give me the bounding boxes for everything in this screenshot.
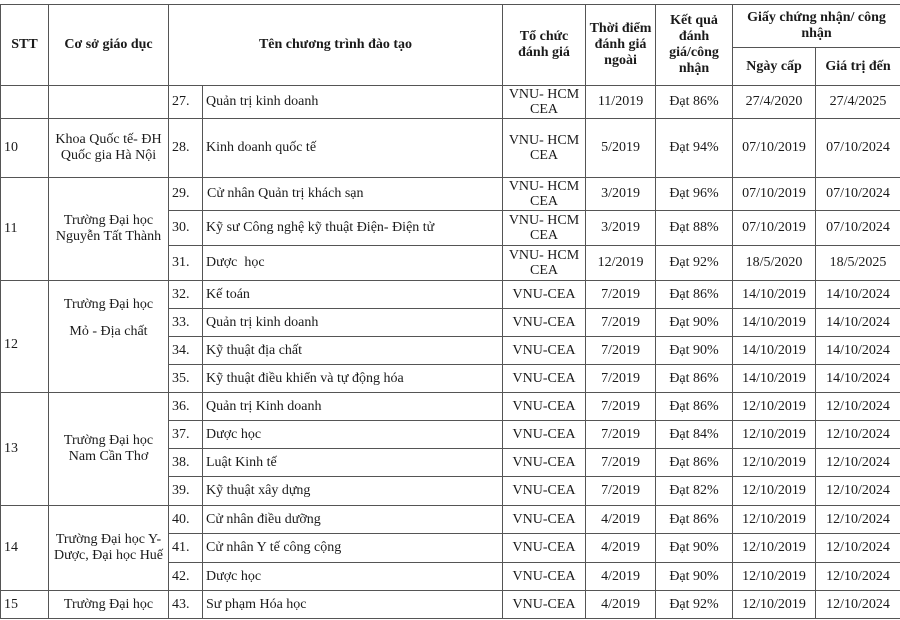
program-number: 31.: [169, 246, 203, 281]
result-cell: Đạt 86%: [656, 449, 733, 477]
result-cell: Đạt 90%: [656, 563, 733, 591]
valid-cell: 12/10/2024: [816, 449, 900, 477]
result-cell: Đạt 94%: [656, 119, 733, 178]
program-name: Cử nhân Y tế công cộng: [203, 534, 503, 563]
program-number: 41.: [169, 534, 203, 563]
program-name: Sư phạm Hóa học: [203, 591, 503, 619]
stt-cell: [1, 86, 49, 119]
time-cell: 3/2019: [586, 211, 656, 246]
valid-cell: 07/10/2024: [816, 178, 900, 211]
program-number: 43.: [169, 591, 203, 619]
issued-cell: 07/10/2019: [733, 211, 816, 246]
valid-cell: 07/10/2024: [816, 211, 900, 246]
table-row: [1, 86, 900, 119]
issued-cell: 12/10/2019: [733, 393, 816, 421]
org-cell: VNU- HCM CEA: [503, 119, 586, 178]
issued-cell: 14/10/2019: [733, 365, 816, 393]
result-cell: Đạt 84%: [656, 421, 733, 449]
time-cell: 7/2019: [586, 421, 656, 449]
time-cell: 3/2019: [586, 178, 656, 211]
valid-cell: 18/5/2025: [816, 246, 900, 281]
result-cell: Đạt 82%: [656, 477, 733, 506]
table-row: [1, 178, 900, 211]
org-cell: VNU-CEA: [503, 534, 586, 563]
accreditation-table: [0, 4, 900, 619]
header-institution: Cơ sở giáo dục: [49, 5, 169, 86]
issued-cell: 12/10/2019: [733, 591, 816, 619]
program-number: 35.: [169, 365, 203, 393]
program-number: 30.: [169, 211, 203, 246]
result-cell: Đạt 86%: [656, 393, 733, 421]
time-cell: 4/2019: [586, 591, 656, 619]
program-name: Quản trị Kinh doanh: [203, 393, 503, 421]
valid-cell: 12/10/2024: [816, 591, 900, 619]
institution-cell: Trường Đại học Y-Dược, Đại học Huế: [49, 506, 169, 591]
time-cell: 7/2019: [586, 393, 656, 421]
time-cell: 4/2019: [586, 534, 656, 563]
program-number: 42.: [169, 563, 203, 591]
header-org: Tổ chức đánh giá: [503, 5, 586, 86]
org-cell: VNU- HCM CEA: [503, 211, 586, 246]
institution-cell: Trường Đại học: [49, 591, 169, 619]
org-cell: VNU- HCM CEA: [503, 246, 586, 281]
program-name: Kỹ sư Công nghệ kỹ thuật Điện- Điện tử: [203, 211, 503, 246]
org-cell: VNU-CEA: [503, 477, 586, 506]
table-row: [1, 119, 900, 178]
valid-cell: 12/10/2024: [816, 563, 900, 591]
header-issued: Ngày cấp: [733, 48, 816, 86]
issued-cell: 27/4/2020: [733, 86, 816, 119]
issued-cell: 12/10/2019: [733, 421, 816, 449]
stt-cell: 10: [1, 119, 49, 178]
institution-line2: Mỏ - Địa chất: [69, 324, 148, 339]
header-result: Kết quả đánh giá/công nhận: [656, 5, 733, 86]
org-cell: VNU-CEA: [503, 393, 586, 421]
header-cert: Giấy chứng nhận/ công nhận: [733, 5, 900, 48]
issued-cell: 07/10/2019: [733, 119, 816, 178]
program-number: 37.: [169, 421, 203, 449]
result-cell: Đạt 86%: [656, 86, 733, 119]
org-cell: VNU-CEA: [503, 309, 586, 337]
program-number: 38.: [169, 449, 203, 477]
org-cell: VNU-CEA: [503, 591, 586, 619]
institution-cell: Khoa Quốc tế- ĐH Quốc gia Hà Nội: [49, 119, 169, 178]
table-body: [1, 86, 900, 619]
valid-cell: 12/10/2024: [816, 477, 900, 506]
stt-cell: 13: [1, 393, 49, 506]
result-cell: Đạt 92%: [656, 591, 733, 619]
stt-cell: 11: [1, 178, 49, 281]
org-cell: VNU-CEA: [503, 365, 586, 393]
program-name: Luật Kinh tế: [203, 449, 503, 477]
valid-cell: 12/10/2024: [816, 421, 900, 449]
table-row: [1, 393, 900, 421]
org-cell: VNU-CEA: [503, 281, 586, 309]
program-number: 34.: [169, 337, 203, 365]
program-number: 39.: [169, 477, 203, 506]
header-program: Tên chương trình đào tạo: [169, 5, 503, 86]
org-cell: VNU-CEA: [503, 563, 586, 591]
program-number: 36.: [169, 393, 203, 421]
program-number: 40.: [169, 506, 203, 534]
result-cell: Đạt 88%: [656, 211, 733, 246]
time-cell: 4/2019: [586, 506, 656, 534]
institution-line1: Trường Đại học: [63, 297, 154, 312]
program-name: Kỹ thuật địa chất: [203, 337, 503, 365]
result-cell: Đạt 90%: [656, 309, 733, 337]
result-cell: Đạt 96%: [656, 178, 733, 211]
org-cell: VNU-CEA: [503, 421, 586, 449]
time-cell: 7/2019: [586, 477, 656, 506]
valid-cell: 12/10/2024: [816, 393, 900, 421]
issued-cell: 14/10/2019: [733, 281, 816, 309]
org-cell: VNU-CEA: [503, 449, 586, 477]
time-cell: 4/2019: [586, 563, 656, 591]
program-name: Cử nhân điều dưỡng: [203, 506, 503, 534]
program-name: Kế toán: [203, 281, 503, 309]
time-cell: 7/2019: [586, 449, 656, 477]
org-cell: VNU-CEA: [503, 506, 586, 534]
issued-cell: 18/5/2020: [733, 246, 816, 281]
stt-cell: 14: [1, 506, 49, 591]
issued-cell: 14/10/2019: [733, 337, 816, 365]
issued-cell: 12/10/2019: [733, 506, 816, 534]
time-cell: 7/2019: [586, 309, 656, 337]
issued-cell: 12/10/2019: [733, 534, 816, 563]
issued-cell: 14/10/2019: [733, 309, 816, 337]
program-name: Cử nhân Quản trị khách sạn: [203, 178, 503, 211]
time-cell: 5/2019: [586, 119, 656, 178]
time-cell: 7/2019: [586, 365, 656, 393]
org-cell: VNU- HCM CEA: [503, 86, 586, 119]
stt-cell: [1, 281, 49, 393]
valid-cell: 14/10/2024: [816, 337, 900, 365]
valid-cell: 12/10/2024: [816, 506, 900, 534]
issued-cell: 07/10/2019: [733, 178, 816, 211]
institution-cell: Trường Đại học Nam Cần Thơ: [49, 393, 169, 506]
valid-cell: 14/10/2024: [816, 309, 900, 337]
time-cell: 7/2019: [586, 337, 656, 365]
table-row: [1, 506, 900, 534]
program-name: Dược học: [203, 246, 503, 281]
program-number: 33.: [169, 309, 203, 337]
issued-cell: 12/10/2019: [733, 477, 816, 506]
program-name: Kỹ thuật xây dựng: [203, 477, 503, 506]
result-cell: Đạt 86%: [656, 365, 733, 393]
time-cell: 7/2019: [586, 281, 656, 309]
program-number: 27.: [169, 86, 203, 119]
program-name: Quản trị kinh doanh: [203, 86, 503, 119]
valid-cell: 14/10/2024: [816, 365, 900, 393]
stt-cell: 15: [1, 591, 49, 619]
header-stt: STT: [1, 5, 49, 86]
result-cell: Đạt 86%: [656, 281, 733, 309]
time-cell: 11/2019: [586, 86, 656, 119]
program-number: 28.: [169, 119, 203, 178]
result-cell: Đạt 86%: [656, 506, 733, 534]
time-cell: 12/2019: [586, 246, 656, 281]
valid-cell: 07/10/2024: [816, 119, 900, 178]
valid-cell: 14/10/2024: [816, 281, 900, 309]
result-cell: Đạt 90%: [656, 534, 733, 563]
header-time: Thời điểm đánh giá ngoài: [586, 5, 656, 86]
institution-cell: Trường Đại học Nguyễn Tất Thành: [49, 178, 169, 281]
program-number: 32.: [169, 281, 203, 309]
table-header: [1, 5, 900, 86]
org-cell: VNU-CEA: [503, 337, 586, 365]
program-name: Kỹ thuật điều khiển và tự động hóa: [203, 365, 503, 393]
program-number: 29.: [169, 178, 203, 211]
stt-value: 12: [4, 336, 18, 352]
program-name: Kinh doanh quốc tế: [203, 119, 503, 178]
program-name: Dược học: [203, 421, 503, 449]
result-cell: Đạt 90%: [656, 337, 733, 365]
program-name: Dược học: [203, 563, 503, 591]
issued-cell: 12/10/2019: [733, 563, 816, 591]
valid-cell: 27/4/2025: [816, 86, 900, 119]
table-row: [1, 281, 900, 309]
result-cell: Đạt 92%: [656, 246, 733, 281]
program-name: Quản trị kinh doanh: [203, 309, 503, 337]
table-row: [1, 591, 900, 619]
header-valid: Giá trị đến: [816, 48, 900, 86]
institution-cell: [49, 86, 169, 119]
issued-cell: 12/10/2019: [733, 449, 816, 477]
institution-cell: [49, 281, 169, 393]
org-cell: VNU- HCM CEA: [503, 178, 586, 211]
valid-cell: 12/10/2024: [816, 534, 900, 563]
